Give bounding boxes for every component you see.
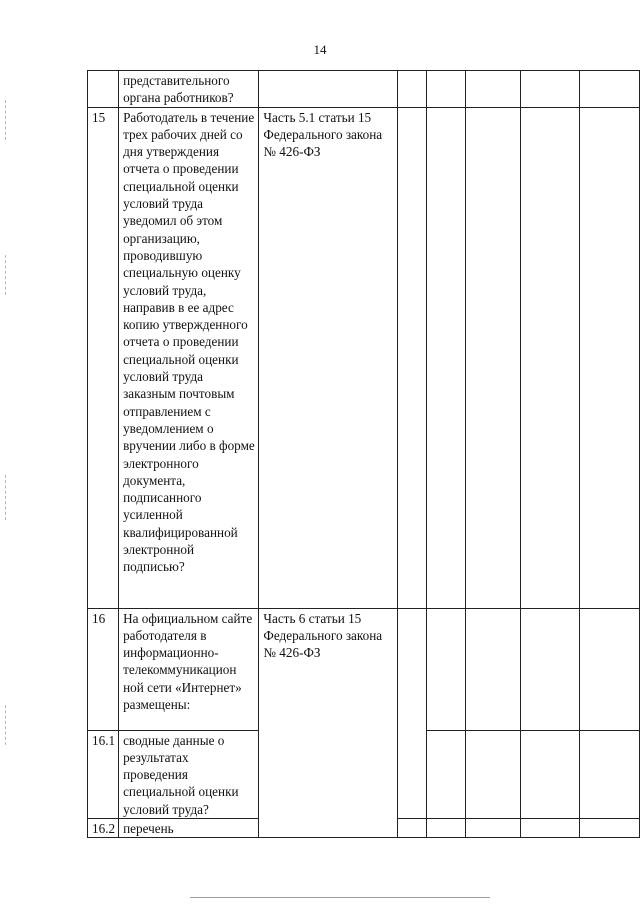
answer-cell	[398, 819, 426, 838]
margin-mark	[5, 475, 7, 520]
row-number	[88, 71, 119, 108]
checklist-table	[87, 70, 640, 838]
answer-cell	[579, 730, 639, 818]
answer-cell	[520, 71, 579, 108]
page-number: 14	[313, 42, 327, 57]
answer-cell	[579, 608, 639, 730]
answer-cell	[465, 819, 520, 838]
answer-cell	[426, 730, 465, 818]
answer-cell	[579, 71, 639, 108]
margin-mark	[5, 705, 7, 745]
answer-cell	[398, 107, 426, 608]
margin-mark	[5, 255, 7, 295]
reference-cell: Часть 6 статьи 15 Федерального закона № 426-ФЗ	[259, 608, 398, 838]
reference-cell: Часть 5.1 статьи 15 Федерального закона № 426-ФЗ	[259, 107, 398, 608]
answer-cell	[426, 71, 465, 108]
question-cell: перечень	[119, 819, 259, 838]
answer-cell	[579, 107, 639, 608]
answer-cell	[465, 107, 520, 608]
answer-cell	[520, 107, 579, 608]
table-row	[88, 608, 640, 730]
answer-cell	[426, 608, 465, 730]
row-number: 16.1	[88, 730, 119, 818]
row-number: 15	[88, 107, 119, 608]
question-cell: Работодатель в течение трех рабочих дней со дня утверждения отчета о проведении специальной оценки условий труда уведомил об этом организацию, проводившую специальную оценку условий труда, направив в ее адрес копию утвержденного отчета о проведении специальной оценки условий труда заказным почтовым отправлением с уведомлением о вручении либо в форме электронного документа, подписанного усиленной квалифицированной электронной подписью?	[119, 107, 259, 608]
answer-cell	[465, 71, 520, 108]
answer-cell	[520, 730, 579, 818]
row-number: 16	[88, 608, 119, 730]
row-number: 16.2	[88, 819, 119, 838]
answer-cell	[465, 730, 520, 818]
question-cell: сводные данные о результатах проведения специальной оценки условий труда?	[119, 730, 259, 818]
question-cell: На официальном сайте работодателя в информационно-телекоммуникацион ной сети «Интернет» размещены:	[119, 608, 259, 730]
question-cell: представительного органа работников?	[119, 71, 259, 108]
table-row	[88, 107, 640, 608]
bottom-rule	[190, 897, 490, 898]
answer-cell	[520, 608, 579, 730]
answer-cell	[426, 819, 465, 838]
answer-cell	[426, 107, 465, 608]
answer-cell	[398, 71, 426, 108]
margin-mark	[5, 100, 7, 140]
answer-cell	[579, 819, 639, 838]
answer-cell	[520, 819, 579, 838]
answer-cell	[398, 608, 426, 818]
answer-cell	[465, 608, 520, 730]
reference-cell	[259, 71, 398, 108]
table-row	[88, 71, 640, 108]
